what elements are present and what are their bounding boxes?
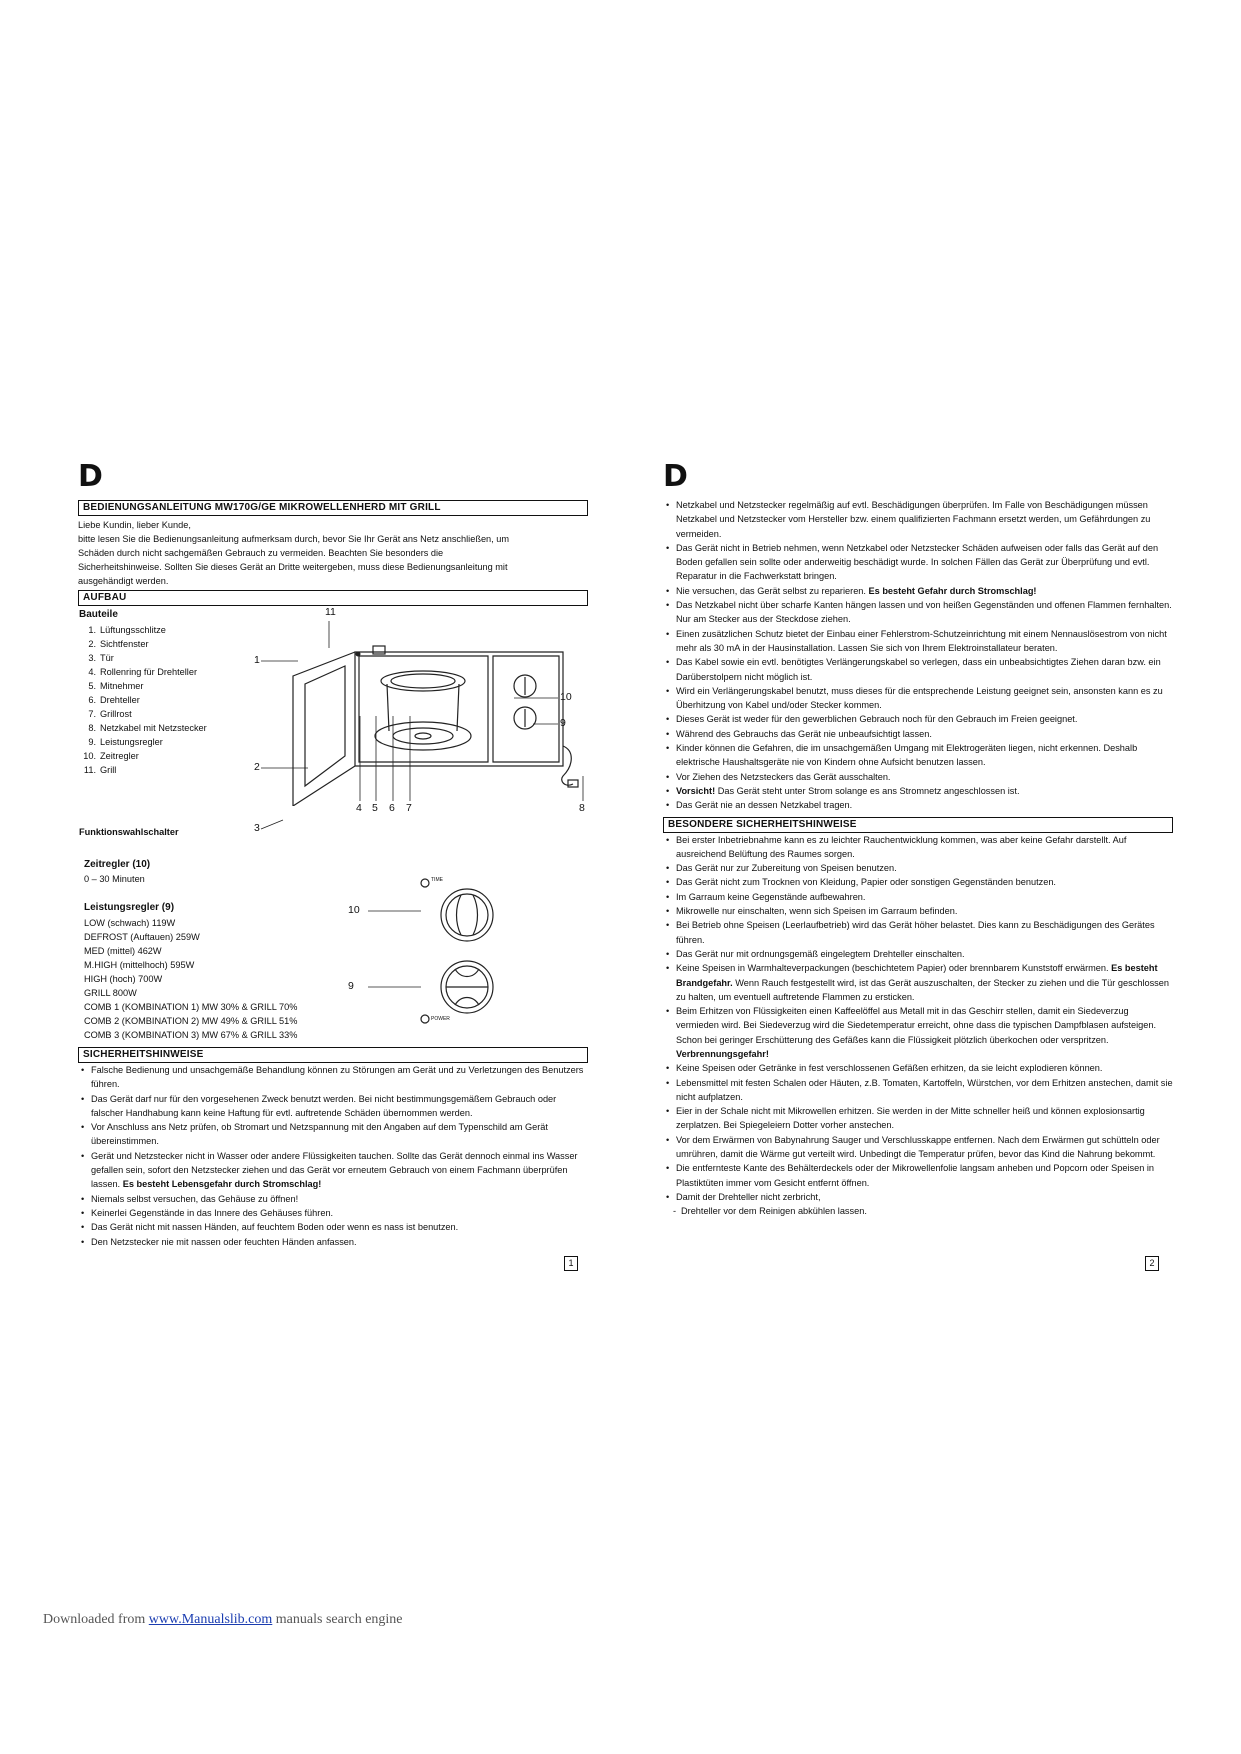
safety-item: • Mikrowelle nur einschalten, wenn sich Speisen im Garraum befinden.	[663, 904, 1173, 918]
safety-sub-item: - Drehteller vor dem Reinigen abkühlen lassen.	[663, 1204, 1173, 1218]
intro-line: Sicherheitshinweise. Sollten Sie dieses Gerät an Dritte weitergeben, muss diese Bedienungsanleitung mit	[78, 562, 508, 572]
part-item: 9. Leistungsregler	[88, 737, 163, 747]
fire-warning: Es besteht Brandgefahr.	[676, 963, 1158, 988]
safety-item: • Das Gerät nicht zum Trocknen von Kleidung, Papier oder sonstigen Gegenständen benutzen.	[663, 875, 1173, 889]
time-label: TIME	[431, 877, 443, 883]
part-item: 7. Grillrost	[88, 709, 132, 719]
danger-warning: Es besteht Gefahr durch Stromschlag!	[868, 585, 1037, 596]
safety-item: • Während des Gebrauchs das Gerät nie unbeaufsichtigt lassen.	[663, 727, 1173, 741]
power-level: MED (mittel) 462W	[84, 946, 162, 956]
safety-item: • Keine Speisen in Warmhalteverpackungen (beschichtetem Papier) oder brennbarem Kunststoff erwärmen. Es besteht Brandgefahr. Wenn Rauch festgestellt wird, ist das Gerät auszuschalten, der Stecker zu ziehen und die Tür geschlossen zu halten, um eventuell auftretende Flammen zu ersticken.	[663, 961, 1173, 1004]
zeitregler-title: Zeitregler (10)	[84, 859, 151, 870]
callout-number: 3	[254, 822, 260, 834]
safety-item: • Vorsicht! Das Gerät steht unter Strom solange es ans Stromnetz angeschlossen ist.	[663, 784, 1173, 798]
safety-item: • Vor Ziehen des Netzsteckers das Gerät ausschalten.	[663, 770, 1173, 784]
safety-item: • Das Gerät nie an dessen Netzkabel tragen.	[663, 798, 1173, 812]
callout-number: 8	[579, 802, 585, 814]
manual-title: BEDIENUNGSANLEITUNG MW170G/GE MIKROWELLENHERD MIT GRILL	[78, 500, 588, 516]
safety-item: • Das Netzkabel nicht über scharfe Kanten hängen lassen und von heißen Gegenständen und offenen Flammen fernhalten. Nur am Stecker aus der Steckdose ziehen.	[663, 598, 1173, 627]
safety-item: • Wird ein Verlängerungskabel benutzt, muss dieses für die entsprechende Leistung geeignet sein, ansonsten kann es zu Überhitzung von Kabel und/oder Stecker kommen.	[663, 684, 1173, 713]
part-item: 11. Grill	[83, 765, 117, 775]
power-level: DEFROST (Auftauen) 259W	[84, 932, 200, 942]
safety-item: • Das Gerät nicht mit nassen Händen, auf feuchtem Boden oder wenn es nass ist benutzen.	[78, 1220, 588, 1234]
part-item: 8. Netzkabel mit Netzstecker	[88, 723, 207, 733]
safety-item: • Damit der Drehteller nicht zerbricht,	[663, 1190, 1173, 1204]
intro-line: Schäden durch nicht sachgemäßen Gebrauch zu vermeiden. Beachten Sie besonders die	[78, 548, 444, 558]
part-item: 5. Mitnehmer	[88, 681, 144, 691]
power-level: HIGH (hoch) 700W	[84, 974, 163, 984]
download-footer	[43, 1612, 403, 1628]
part-item: 2. Sichtfenster	[88, 639, 149, 649]
bauteile-title: Bauteile	[79, 609, 118, 620]
funktion-label: Funktionswahlschalter	[79, 827, 179, 837]
part-item: 10. Zeitregler	[83, 751, 139, 761]
safety-item: • Die entfernteste Kante des Behälterdeckels oder der Mikrowellenfolie langsam anheben und Popcorn oder Speisen in Plastiktüten immer vom Gesicht entfernt öffnen.	[663, 1161, 1173, 1190]
besondere-header: BESONDERE SICHERHEITSHINWEISE	[663, 817, 1173, 833]
safety-item: • Beim Erhitzen von Flüssigkeiten einen Kaffeelöffel aus Metall mit in das Geschirr stellen, damit ein Siedeverzug vermieden wird. Bei Siedeverzug wird die Siedetemperatur erreicht, ohne dass die typischen Dampfblasen aufsteigen. Schon bei geringer Erschütterung des Gefäßes kann die Flüssigkeit plötzlich überkochen oder verspritzen. Verbrennungsgefahr!	[663, 1004, 1173, 1061]
leistung-title: Leistungsregler (9)	[84, 902, 175, 913]
power-label: POWER	[431, 1016, 450, 1022]
safety-item: • Vor dem Erwärmen von Babynahrung Sauger und Verschlusskappe entfernen. Nach dem Erwärmen gut schütteln oder umrühren, damit die Wärme gut verteilt wird. Unbedingt die Temperatur prüfen, bevor das Kind die Nahrung bekommt.	[663, 1133, 1173, 1162]
page-number: 2	[1145, 1256, 1159, 1271]
part-item: 3. Tür	[88, 653, 114, 663]
callout-number: 2	[254, 761, 260, 773]
safety-item: • Dieses Gerät ist weder für den gewerblichen Gebrauch noch für den Gebrauch im Freien geeignet.	[663, 712, 1173, 726]
aufbau-header: AUFBAU	[78, 590, 588, 606]
safety-item: • Das Kabel sowie ein evtl. benötigtes Verlängerungskabel so verlegen, dass ein unbeabsichtigtes Ziehen daran bzw. ein Darüberstolpern nicht möglich ist.	[663, 655, 1173, 684]
aufbau-section	[78, 606, 588, 1047]
callout-number: 5	[372, 802, 378, 814]
part-item: 4. Rollenring für Drehteller	[88, 667, 198, 677]
intro-line: Liebe Kundin, lieber Kunde,	[78, 520, 191, 530]
sicherheit-header: SICHERHEITSHINWEISE	[78, 1047, 588, 1063]
power-level: COMB 1 (KOMBINATION 1) MW 30% & GRILL 70%	[84, 1002, 298, 1012]
page-number: 1	[564, 1256, 578, 1271]
safety-item: • Das Gerät nur zur Zubereitung von Speisen benutzen.	[663, 861, 1173, 875]
safety-list-continued	[663, 498, 1173, 813]
zeitregler-range: 0 – 30 Minuten	[84, 874, 145, 884]
timer-knob-icon	[415, 877, 525, 947]
safety-list	[78, 1063, 588, 1249]
safety-item: • Einen zusätzlichen Schutz bietet der Einbau einer Fehlerstrom-Schutzeinrichtung mit einem Nennauslösestrom von nicht mehr als 30 mA in der Hausinstallation. Lassen Sie sich von Ihrem Elektroinstallateur beraten.	[663, 627, 1173, 656]
callout-number: 4	[356, 802, 362, 814]
language-marker: D	[663, 459, 688, 494]
manual-page-1	[78, 459, 588, 1249]
safety-item: • Das Gerät nicht in Betrieb nehmen, wenn Netzkabel oder Netzstecker Schäden aufweisen oder falls das Gerät auf den Boden gefallen sein sollte oder anderweitig beschädigt wurde. In solchen Fällen das Gerät zur Überprüfung und evtl. Reparatur in die Fachwerkstatt bringen.	[663, 541, 1173, 584]
safety-item: • Niemals selbst versuchen, das Gehäuse zu öffnen!	[78, 1192, 588, 1206]
special-safety-list	[663, 833, 1173, 1219]
burn-warning: Verbrennungsgefahr!	[676, 1048, 769, 1059]
callout-number: 10	[348, 904, 360, 916]
footer-prefix: Downloaded from	[43, 1612, 149, 1627]
callout-number: 6	[389, 802, 395, 814]
callout-number: 9	[560, 717, 566, 729]
safety-item: • Den Netzstecker nie mit nassen oder feuchten Händen anfassen.	[78, 1235, 588, 1249]
manual-page-2	[663, 459, 1173, 1219]
intro-line: ausgehändigt werden.	[78, 576, 169, 586]
safety-item: • Nie versuchen, das Gerät selbst zu reparieren. Es besteht Gefahr durch Stromschlag!	[663, 584, 1173, 598]
safety-item: • Kinder können die Gefahren, die im unsachgemäßen Umgang mit Elektrogeräten liegen, nicht erkennen. Deshalb elektrische Haushaltsgeräte nie von Kindern ohne Aufsicht benutzen lassen.	[663, 741, 1173, 770]
safety-item: • Das Gerät darf nur für den vorgesehenen Zweck benutzt werden. Bei nicht bestimmungsgemäßem Gebrauch oder falscher Handhabung kann keine Haftung für evtl. auftretende Schäden übernommen werden.	[78, 1092, 588, 1121]
safety-item: • Lebensmittel mit festen Schalen oder Häuten, z.B. Tomaten, Kartoffeln, Würstchen, vor dem Erhitzen anstechen, damit sie nicht aufplatzen.	[663, 1076, 1173, 1105]
callout-number: 11	[325, 606, 336, 618]
part-item: 1. Lüftungsschlitze	[88, 625, 166, 635]
power-level: LOW (schwach) 119W	[84, 918, 176, 928]
safety-item: • Falsche Bedienung und unsachgemäße Behandlung können zu Störungen am Gerät und zu Verletzungen des Benutzers führen.	[78, 1063, 588, 1092]
safety-item: • Netzkabel und Netzstecker regelmäßig auf evtl. Beschädigungen überprüfen. Im Falle von Beschädigungen müssen Netzkabel und Netzstecker vom Hersteller bzw. einem qualifizierten Fachmann ersetzt werden, um Gefährdungen zu vermeiden.	[663, 498, 1173, 541]
power-level: COMB 3 (KOMBINATION 3) MW 67% & GRILL 33%	[84, 1030, 298, 1040]
danger-warning: Es besteht Lebensgefahr durch Stromschlag!	[122, 1179, 322, 1190]
intro-line: bitte lesen Sie die Bedienungsanleitung aufmerksam durch, bevor Sie Ihr Gerät ans Netz anschließen, um	[78, 534, 510, 544]
parts-list	[78, 623, 207, 777]
power-level: GRILL 800W	[84, 988, 137, 998]
footer-suffix: manuals search engine	[272, 1612, 403, 1627]
callout-number: 9	[348, 980, 354, 992]
callout-number: 10	[560, 691, 572, 703]
callout-number: 1	[254, 654, 260, 666]
manualslib-link[interactable]: www.Manualslib.com	[148, 1612, 273, 1627]
safety-item: • Keinerlei Gegenstände in das Innere des Gehäuses führen.	[78, 1206, 588, 1220]
safety-item: • Vor Anschluss ans Netz prüfen, ob Stromart und Netzspannung mit den Angaben auf dem Typenschild am Gerät übereinstimmen.	[78, 1120, 588, 1149]
power-level: COMB 2 (KOMBINATION 2) MW 49% & GRILL 51%	[84, 1016, 298, 1026]
safety-item: • Keine Speisen oder Getränke in fest verschlossenen Gefäßen erhitzen, da sie leicht explodieren können.	[663, 1061, 1173, 1075]
power-levels-list	[84, 916, 297, 1042]
safety-item: • Gerät und Netzstecker nicht in Wasser oder andere Flüssigkeiten tauchen. Sollte das Gerät dennoch einmal ins Wasser gefallen sein, sofort den Netzstecker ziehen und das Gerät vor erneutem Gebrauch von einem Fachmann überprüfen lassen. Es besteht Lebensgefahr durch Stromschlag!	[78, 1149, 588, 1192]
intro-text	[78, 518, 588, 588]
safety-item: • Bei Betrieb ohne Speisen (Leerlaufbetrieb) wird das Gerät höher belastet. Dies kann zu Beschädigungen des Gerätes führen.	[663, 918, 1173, 947]
part-item: 6. Drehteller	[88, 695, 140, 705]
power-level: M.HIGH (mittelhoch) 595W	[84, 960, 195, 970]
safety-item: • Eier in der Schale nicht mit Mikrowellen erhitzen. Sie werden in der Mitte schneller heiß und können explosionsartig zerplatzen. Bei Spiegeleiern Dotter vorher anstechen.	[663, 1104, 1173, 1133]
safety-item: • Das Gerät nur mit ordnungsgemäß eingelegtem Drehteller einschalten.	[663, 947, 1173, 961]
microwave-diagram	[263, 606, 583, 806]
language-marker: D	[78, 459, 103, 494]
safety-item: • Im Garraum keine Gegenstände aufbewahren.	[663, 890, 1173, 904]
callout-number: 7	[406, 802, 412, 814]
caution-warning: Vorsicht!	[676, 785, 716, 796]
safety-item: • Bei erster Inbetriebnahme kann es zu leichter Rauchentwicklung kommen, was aber keine Gefahr darstellt. Auf ausreichend Belüftung des Raumes sorgen.	[663, 833, 1173, 862]
